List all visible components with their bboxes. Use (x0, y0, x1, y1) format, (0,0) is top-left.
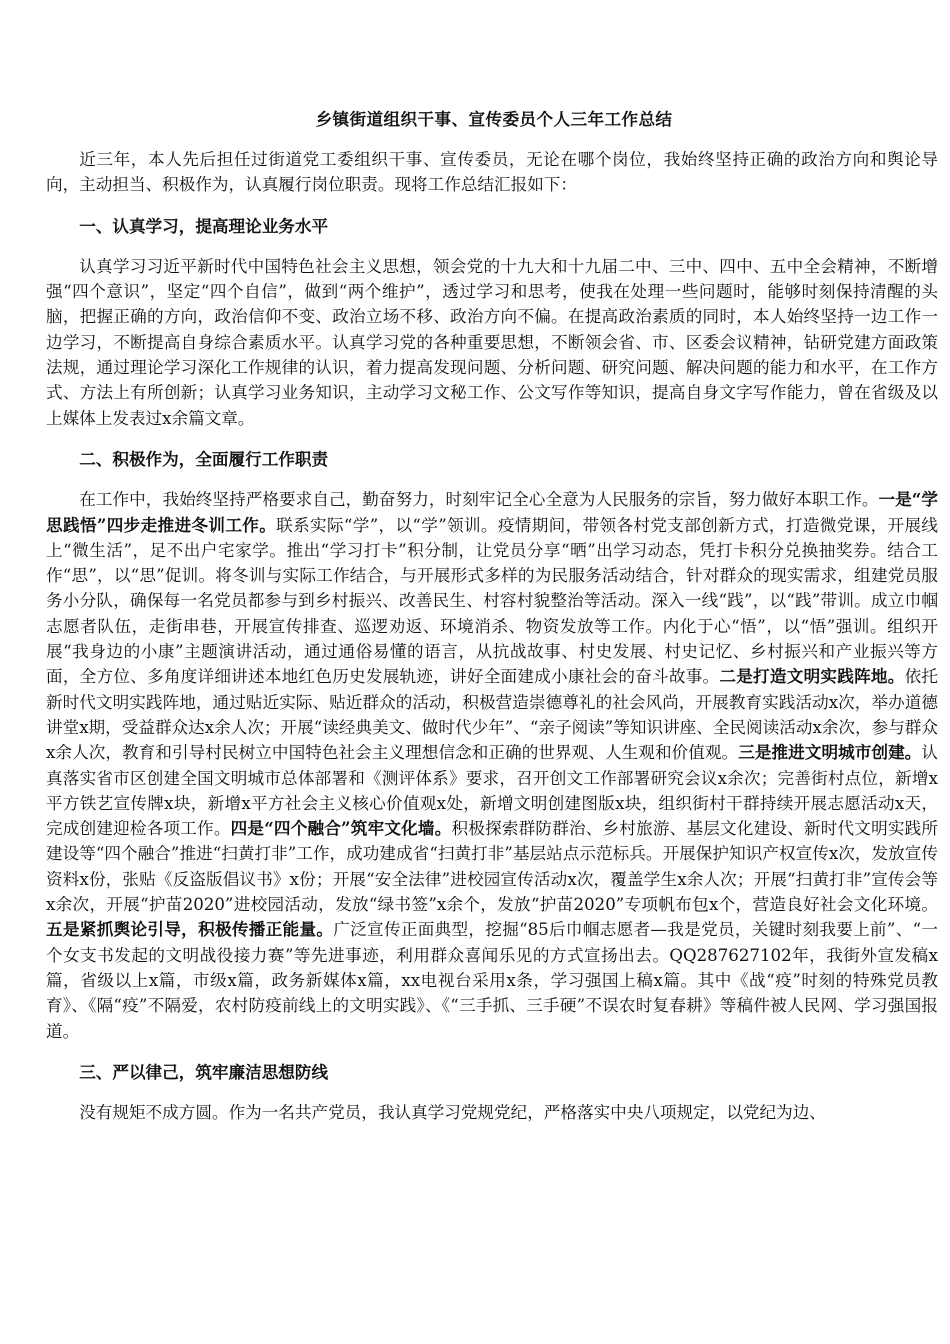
point-1-label: 一是“学思践悟”四步走推进冬训工作。 (46, 489, 939, 535)
point-5-text: 广泛宣传正面典型，挖掘“85后巾帼志愿者—我是党员，关键时刻我要上前”、“一个女支书发起的文明战役接力赛”等先进事迹，利用群众喜闻乐见的方式宣扬出去。QQ287627102年，我街外宣发稿x篇，省级以上x篇，市级x篇，政务新媒体x篇，xx电视台采用x条，学习强国上稿x篇。其中《战“疫”时刻的特殊党员教育》、《隔“疫”不隔爱，农村防疫前线上的文明实践》、《“三手抓、三手硬”不误农时复春耕》等稿件被人民网、学习强国报道。 (46, 920, 938, 1041)
point-4-label: 四是“四个融合”筑牢文化墙。 (230, 818, 452, 839)
section-3-paragraph: 没有规矩不成方圆。作为一名共产党员，我认真学习党规党纪，严格落实中央八项规定，以党纪为边、 (79, 1103, 826, 1123)
section-2-opening: 在工作中，我始终坚持严格要求自己，勤奋努力，时刻牢记全心全意为人民服务的宗旨，努力做好本职工作。 (79, 490, 879, 510)
point-1-text: 联系实际“学”，以“学”领训。疫情期间，带领各村党支部创新方式，打造微党课，开展线上“微生活”，足不出户宅家学。推出“学习打卡”积分制，让党员分享“晒”出学习动态，凭打卡积分兑换抽奖券。结合工作“思”，以“思”促训。将冬训与实际工作结合，与开展形式多样的为民服务活动结合，针对群众的现实需求，组建党员服务小分队，确保每一名党员都参与到乡村振兴、改善民生、村容村貌整治等活动。深入一线“践”，以“践”带训。成立巾帼志愿者队伍，走街串巷，开展宣传排查、巡逻劝返、环境消杀、物资发放等工作。内化于心“悟”，以“悟”强训。组织开展“我身边的小康”主题演讲活动，通过通俗易懂的语言，从抗战故事、村史发展、村史记忆、乡村振兴和产业振兴等方面，全方位、多角度详细讲述本地红色历史发展轨迹，讲好全面建成小康社会的奋斗故事。 (46, 515, 939, 687)
section-1-paragraph: 认真学习习近平新时代中国特色社会主义思想，领会党的十九大和十九届二中、三中、四中、五中全会精神，不断增强“四个意识”，坚定“四个自信”，做到“两个维护”，透过学习和思考，使我在处理一些问题时，能够时刻保持清醒的头脑，把握正确的方向，政治信仰不变、政治立场不移、政治方向不偏。在提高政治素质的同时，本人始终坚持一边工作一边学习，不断提高自身综合素质水平。认真学习党的各种重要思想，不断领会省、市、区委会议精神，钻研党建方面政策法规，通过理论学习深化工作规律的认识，着力提高发现问题、分析问题、研究问题、解决问题的能力和水平，在工作方式、方法上有所创新；认真学习业务知识，主动学习文秘工作、公文写作等知识，提高自身文字写作能力，曾在省级及以上媒体上发表过x余篇文章。 (46, 256, 938, 428)
intro-paragraph: 近三年，本人先后担任过街道党工委组织干事、宣传委员，无论在哪个岗位，我始终坚持正确的政治方向和舆论导向，主动担当、积极作为，认真履行岗位职责。现将工作总结汇报如下： (46, 150, 938, 195)
section-2-paragraph (46, 487, 938, 1044)
point-3-label: 三是推进文明城市创建。 (738, 742, 922, 763)
point-2-text: 依托新时代文明实践阵地，通过贴近实际、贴近群众的活动，积极营造崇德尊礼的社会风尚，开展教育实践活动x次，举办道德讲堂x期，受益群众达x余人次；开展“读经典美文、做时代少年”、“亲子阅读”等知识讲座、全民阅读活动x余次，参与群众x余人次，教育和引导村民树立中国特色社会主义理想信念和正确的世界观、人生观和价值观。 (46, 667, 939, 763)
section-3-heading: 三、严以律己，筑牢廉洁思想防线 (79, 1061, 329, 1082)
document-page (46, 0, 938, 1125)
point-5-label: 五是紧抓舆论引导，积极传播正能量。 (46, 919, 334, 940)
section-1-heading: 一、认真学习，提高理论业务水平 (79, 215, 329, 236)
document-title: 乡镇街道组织干事、宣传委员个人三年工作总结 (315, 109, 673, 129)
section-2-heading: 二、积极作为，全面履行工作职责 (79, 448, 329, 469)
point-3-text: 认真落实省市区创建全国文明城市总体部署和《测评体系》要求，召开创文工作部署研究会议x余次；完善街村点位，新增x平方铁艺宣传牌x块，新增x平方社会主义核心价值观x处，新增文明创建图版x块，组织街村干群持续开展志愿活动x天，完成创建迎检各项工作。 (46, 743, 939, 839)
point-2-label: 二是打造文明实践阵地。 (719, 666, 905, 687)
point-4-text: 积极探索群防群治、乡村旅游、基层文化建设、新时代文明实践所建设等“四个融合”推进“扫黄打非”工作，成功建成省“扫黄打非”基层站点示范标兵。开展保护知识产权宣传x次，发放宣传资料x份，张贴《反盗版倡议书》x份；开展“安全法律”进校园宣传活动x次，覆盖学生x余人次；开展“扫黄打非”宣传会等x余次，开展“护苗2020”进校园活动，发放“绿书签”x余个，发放“护苗2020”专项帆布包x个，营造良好社会文化环境。 (46, 819, 939, 915)
